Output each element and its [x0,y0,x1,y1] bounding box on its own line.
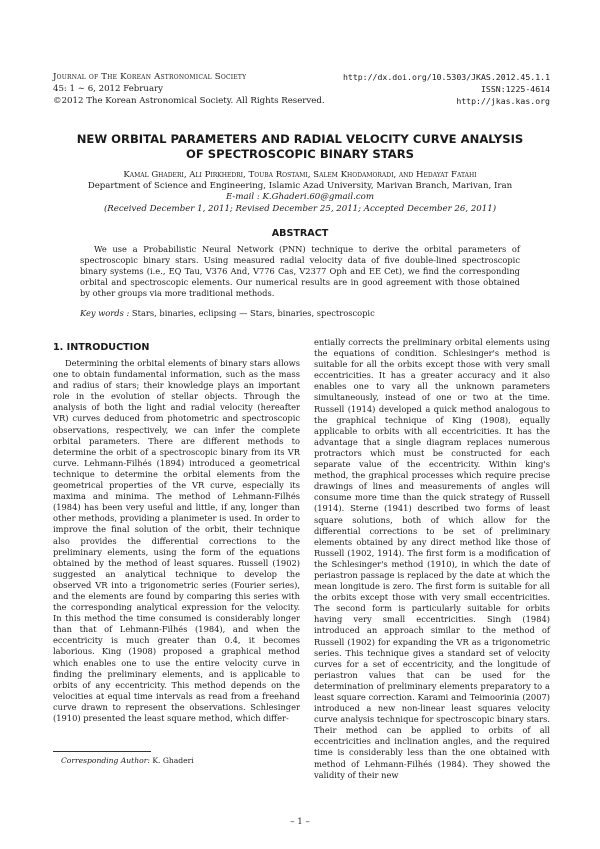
doi-link[interactable]: http://dx.doi.org/10.5303/JKAS.2012.45.1.1 [342,72,550,82]
footnote [61,756,194,765]
received-dates: (Received December 1, 2011; Revised December 25, 2011; Accepted December 26, 2011) [103,203,497,214]
author-block [40,170,560,215]
footnote-label: Corresponding Author: [61,756,150,765]
journal-site-link[interactable]: http://jkas.kas.org [456,96,550,106]
paper-title [40,132,560,162]
title-line-1: NEW ORBITAL PARAMETERS AND RADIAL VELOCITY CURVE ANALYSIS [76,132,524,146]
author-names: Kamal Ghaderi, Ali Pirkhedri, Touba Rostami, Salem Khodamoradi, and Hedayat Fatahi [123,170,477,180]
intro-paragraph: Determining the orbital elements of binary stars allows one to obtain fundamental information, such as the mass and radius of stars; their knowledge plays an important role in the evolution of stellar objects. Through the analysis of both the light and radial velocity (hereafter VR) curves deduced from photometric and spectroscopic observations, respectively, we can infer the complete orbital parameters. There are different methods to determine the orbit of a spectroscopic binary from its VR curve. Lehmann-Filhés (1894) introduced a geometrical technique to determine the orbital elements from the geometrical properties of the VR curve, especially its maxima and minima. The method of Lehmann-Filhés (1984) has been very useful and little, if any, longer than other methods, providing a planimeter is used. In order to improve the final solution of the orbit, their technique also provides the differential corrections to the preliminary elements, using the form of the equations obtained by the method of least squares. Russell (1902) suggested an analytical technique to develop the observed VR into a trigonometric series (Fourier series), and the elements are found by comparing this series with the corresponding analytical expression for the velocity. In this method the time consumed is considerably longer than that of Lehmann-Filhés (1984), and when the eccentricity is much greater than 0.4, it becomes laborious. King (1908) proposed a graphical method which enables one to use the entire velocity curve in finding the preliminary elements, and is applicable to orbits of any eccentricity. This method depends on the velocities at equal time intervals as read from a freehand curve drawn to represent the observations. Schlesinger (1910) presented the least square method, which differ- [53,358,300,723]
footnote-author: K. Ghaderi [152,756,194,765]
left-column [53,358,300,724]
copyright-line: ©2012 The Korean Astronomical Society. All Rights Reserved. [53,96,325,106]
page-number: – 1 – [290,817,310,827]
footnote-rule [53,751,151,752]
email-address[interactable]: E-mail : K.Ghaderi.60@gmail.com [226,192,374,203]
keywords-label: Key words : [80,308,130,318]
right-column [314,337,550,781]
issn-text: ISSN:1225-4614 [480,84,550,94]
doi-header [343,71,550,107]
keywords-list: Stars, binaries, eclipsing — Stars, binaries, spectroscopic [131,308,375,318]
abstract-text: We use a Probabilistic Neural Network (PNN) technique to derive the orbital parameters of spectroscopic binary stars. Using measured radial velocity data of five double-lined spectroscopic binary systems (i.e., EQ Tau, V376 And, V776 Cas, V2377 Oph and EE Cet), we find the corresponding orbital and spectroscopic elements. Our numerical results are in good agreement with those obtained by other groups via more traditional methods. [80,244,520,299]
abstract-heading: ABSTRACT [271,228,329,239]
journal-header [53,71,325,107]
affiliation: Department of Science and Engineering, Islamic Azad University, Marivan Branch, Marivan, Iran [87,181,513,192]
intro-paragraph-continued: entially corrects the preliminary orbital elements using the equations of condition. Schlesinger's method is suitable for all the orbits except those with very small eccentricities. It has a greater accuracy and it also enables one to vary all the unknown parameters simultaneously, instead of one or two at the time. Russell (1914) developed a quick method analogous to the graphical technique of King (1908), equally applicable to orbits with all eccentricities. It has the advantage that a single diagram replaces numerous protractors which must be constructed for each separate value of the eccentricity. Within king's method, the graphical processes which require precise drawings of lines and measurements of angles will consume more time than the quick strategy of Russell (1914). Sterne (1941) described two forms of least square solutions, both of which allow for the differential corrections to be set of preliminary elements obtained by any direct method like those of Russell (1902, 1914). The first form is a modification of the Schlesinger's method (1910), in which the date of periastron passage is replaced by the date at which the mean longitude is zero. The first form is suitable for all the orbits except those with very small eccentricities. The second form is particularly suitable for orbits having very small eccentricities. Singh (1984) introduced an approach similar to the method of Russell (1902) for expanding the VR as a trigonometric series. This technique gives a standard set of velocity curves for a set of eccentricity, and the longitude of periastron values that can be used for the determination of preliminary elements preparatory to a least square correction. Karami and Teimoorinia (2007) introduced a new non-linear least squares velocity curve analysis technique for spectroscopic binary stars. Their method can be applied to orbits of all eccentricities and inclination angles, and the required time is considerably less than the one obtained with method of Lehmann-Filhés (1984). They showed the validity of their new [314,337,550,780]
title-line-2: OF SPECTROSCOPIC BINARY STARS [185,147,414,161]
journal-name: Journal of The Korean Astronomical Society [53,72,247,82]
keywords [80,308,520,318]
volume-line: 45: 1 ∼ 6, 2012 February [53,84,164,94]
section-heading-introduction: 1. INTRODUCTION [53,342,150,353]
